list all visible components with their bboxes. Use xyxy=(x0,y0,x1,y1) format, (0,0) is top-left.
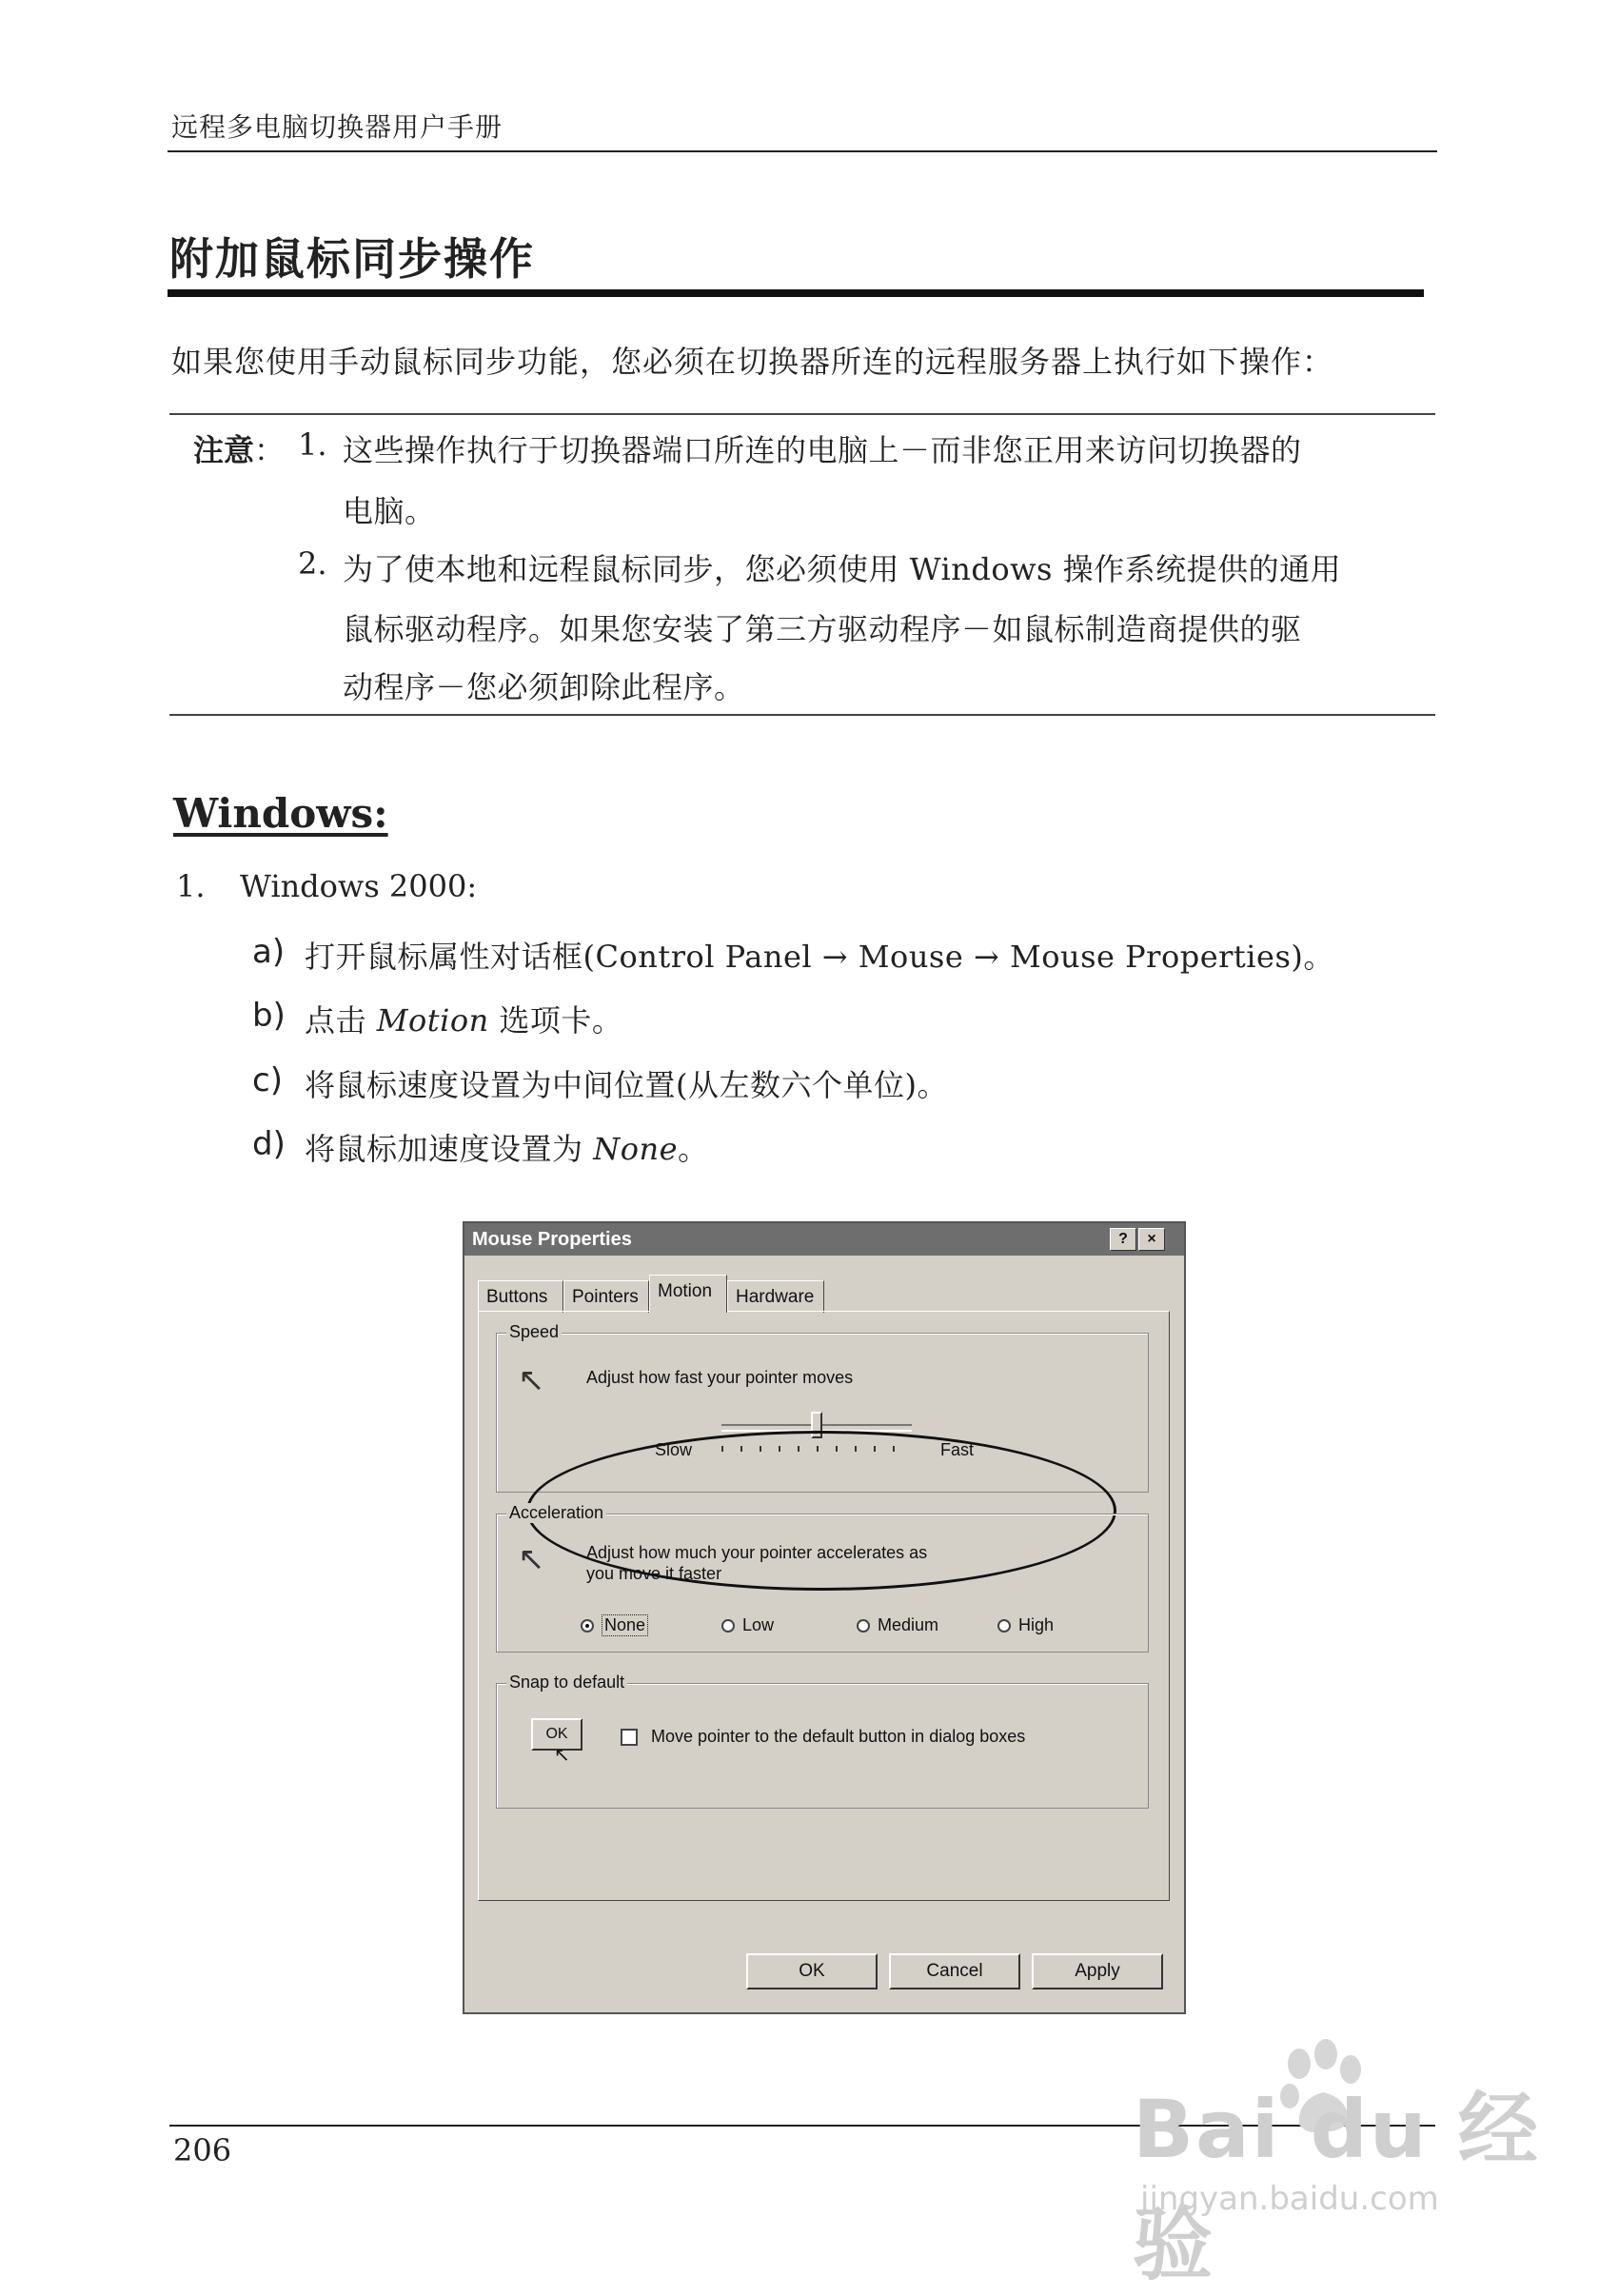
note-item-2-line-3: 动程序－您必须卸除此程序。 xyxy=(343,669,745,705)
step-number: 1. xyxy=(176,868,206,904)
note-label xyxy=(193,426,285,470)
snap-checkbox[interactable] xyxy=(621,1729,638,1746)
snap-legend: Snap to default xyxy=(506,1673,627,1692)
dialog-titlebar xyxy=(464,1223,1184,1256)
radio-low[interactable] xyxy=(721,1619,735,1633)
title-rule xyxy=(168,289,1424,297)
tab-motion[interactable]: Motion xyxy=(649,1275,727,1313)
substep-d-post: 。 xyxy=(678,1131,709,1167)
watermark-url: jingyan.baidu.com xyxy=(1140,2180,1439,2218)
substep-b-text xyxy=(305,997,622,1040)
acceleration-group xyxy=(496,1503,1149,1653)
snap-cursor-icon: ↖ xyxy=(554,1745,570,1766)
snap-ok-icon: OK xyxy=(531,1718,582,1751)
page-title: 附加鼠标同步操作 xyxy=(169,233,535,285)
radio-low-label[interactable]: Low xyxy=(742,1615,775,1634)
radio-none[interactable] xyxy=(581,1619,594,1633)
radio-none-label[interactable]: None xyxy=(602,1614,648,1636)
acceleration-description-1: Adjust how much your pointer accelerates as xyxy=(586,1543,928,1562)
note-rule-top xyxy=(169,413,1435,415)
mouse-properties-dialog xyxy=(463,1221,1186,2014)
note-item-2-line-1: 为了使本地和远程鼠标同步，您必须使用 Windows 操作系统提供的通用 xyxy=(343,551,1342,587)
note-item-2-line-2: 鼠标驱动程序。如果您安装了第三方驱动程序－如鼠标制造商提供的驱 xyxy=(343,611,1302,647)
windows-heading: Windows: xyxy=(173,790,388,837)
radio-high[interactable] xyxy=(997,1619,1011,1633)
watermark-logo: Bai du 经验 xyxy=(1133,2083,1540,2291)
substep-c-text: 将鼠标速度设置为中间位置(从左数六个单位)。 xyxy=(305,1067,948,1103)
note-rule-bottom xyxy=(169,714,1435,716)
acceleration-description-2: you move it faster xyxy=(586,1564,722,1583)
note-item-1-line-2: 电脑。 xyxy=(343,493,436,529)
speed-description: Adjust how fast your pointer moves xyxy=(586,1368,854,1387)
substep-b-post: 选项卡。 xyxy=(488,1002,623,1039)
note-label-colon: ： xyxy=(254,432,286,468)
speed-mouse-icon: ↖ xyxy=(518,1362,545,1398)
speed-fast-label: Fast xyxy=(940,1440,975,1459)
close-button[interactable]: × xyxy=(1138,1228,1165,1251)
cancel-button[interactable]: Cancel xyxy=(889,1953,1020,1989)
radio-high-label[interactable]: High xyxy=(1018,1615,1055,1634)
substep-a-text: 打开鼠标属性对话框(Control Panel → Mouse → Mouse Properties)。 xyxy=(305,939,1334,975)
acceleration-mouse-icon: ↖ xyxy=(518,1541,545,1577)
step-title: Windows 2000: xyxy=(240,868,478,904)
motion-tab-panel xyxy=(478,1311,1170,1901)
substep-d-letter: d) xyxy=(252,1125,286,1163)
substep-b-letter: b) xyxy=(252,997,286,1035)
tab-buttons[interactable]: Buttons xyxy=(478,1280,563,1313)
ok-button[interactable]: OK xyxy=(746,1953,878,1989)
radio-medium[interactable] xyxy=(857,1619,870,1633)
radio-medium-label[interactable]: Medium xyxy=(878,1615,939,1634)
note-item-2-number: 2. xyxy=(298,545,327,582)
substep-d-emphasis: None xyxy=(593,1131,678,1167)
note-label-text: 注意 xyxy=(193,432,255,468)
snap-checkbox-label[interactable]: Move pointer to the default button in dialog boxes xyxy=(651,1727,1026,1746)
apply-button[interactable]: Apply xyxy=(1032,1953,1163,1989)
tab-pointers[interactable]: Pointers xyxy=(563,1280,649,1313)
acceleration-legend: Acceleration xyxy=(506,1503,606,1523)
tab-hardware[interactable]: Hardware xyxy=(727,1280,824,1313)
substep-b-emphasis: Motion xyxy=(376,1002,489,1039)
page-number: 206 xyxy=(173,2132,232,2168)
note-item-1-number: 1. xyxy=(298,426,327,463)
substep-a-letter: a) xyxy=(252,933,286,971)
note-item-1-line-1: 这些操作执行于切换器端口所连的电脑上－而非您正用来访问切换器的 xyxy=(343,432,1302,468)
substep-d-text xyxy=(305,1125,709,1169)
substep-b-pre: 点击 xyxy=(305,1002,377,1039)
substep-d-pre: 将鼠标加速度设置为 xyxy=(305,1131,594,1167)
help-button[interactable]: ? xyxy=(1110,1228,1136,1251)
substep-c-letter: c) xyxy=(252,1061,283,1099)
speed-legend: Speed xyxy=(506,1322,562,1342)
dialog-title: Mouse Properties xyxy=(472,1229,632,1250)
running-header: 远程多电脑切换器用户手册 xyxy=(171,111,503,143)
header-rule xyxy=(168,150,1437,152)
speed-slow-label: Slow xyxy=(655,1440,693,1459)
snap-group xyxy=(496,1673,1149,1809)
intro-paragraph: 如果您使用手动鼠标同步功能，您必须在切换器所连的远程服务器上执行如下操作： xyxy=(171,344,1334,380)
